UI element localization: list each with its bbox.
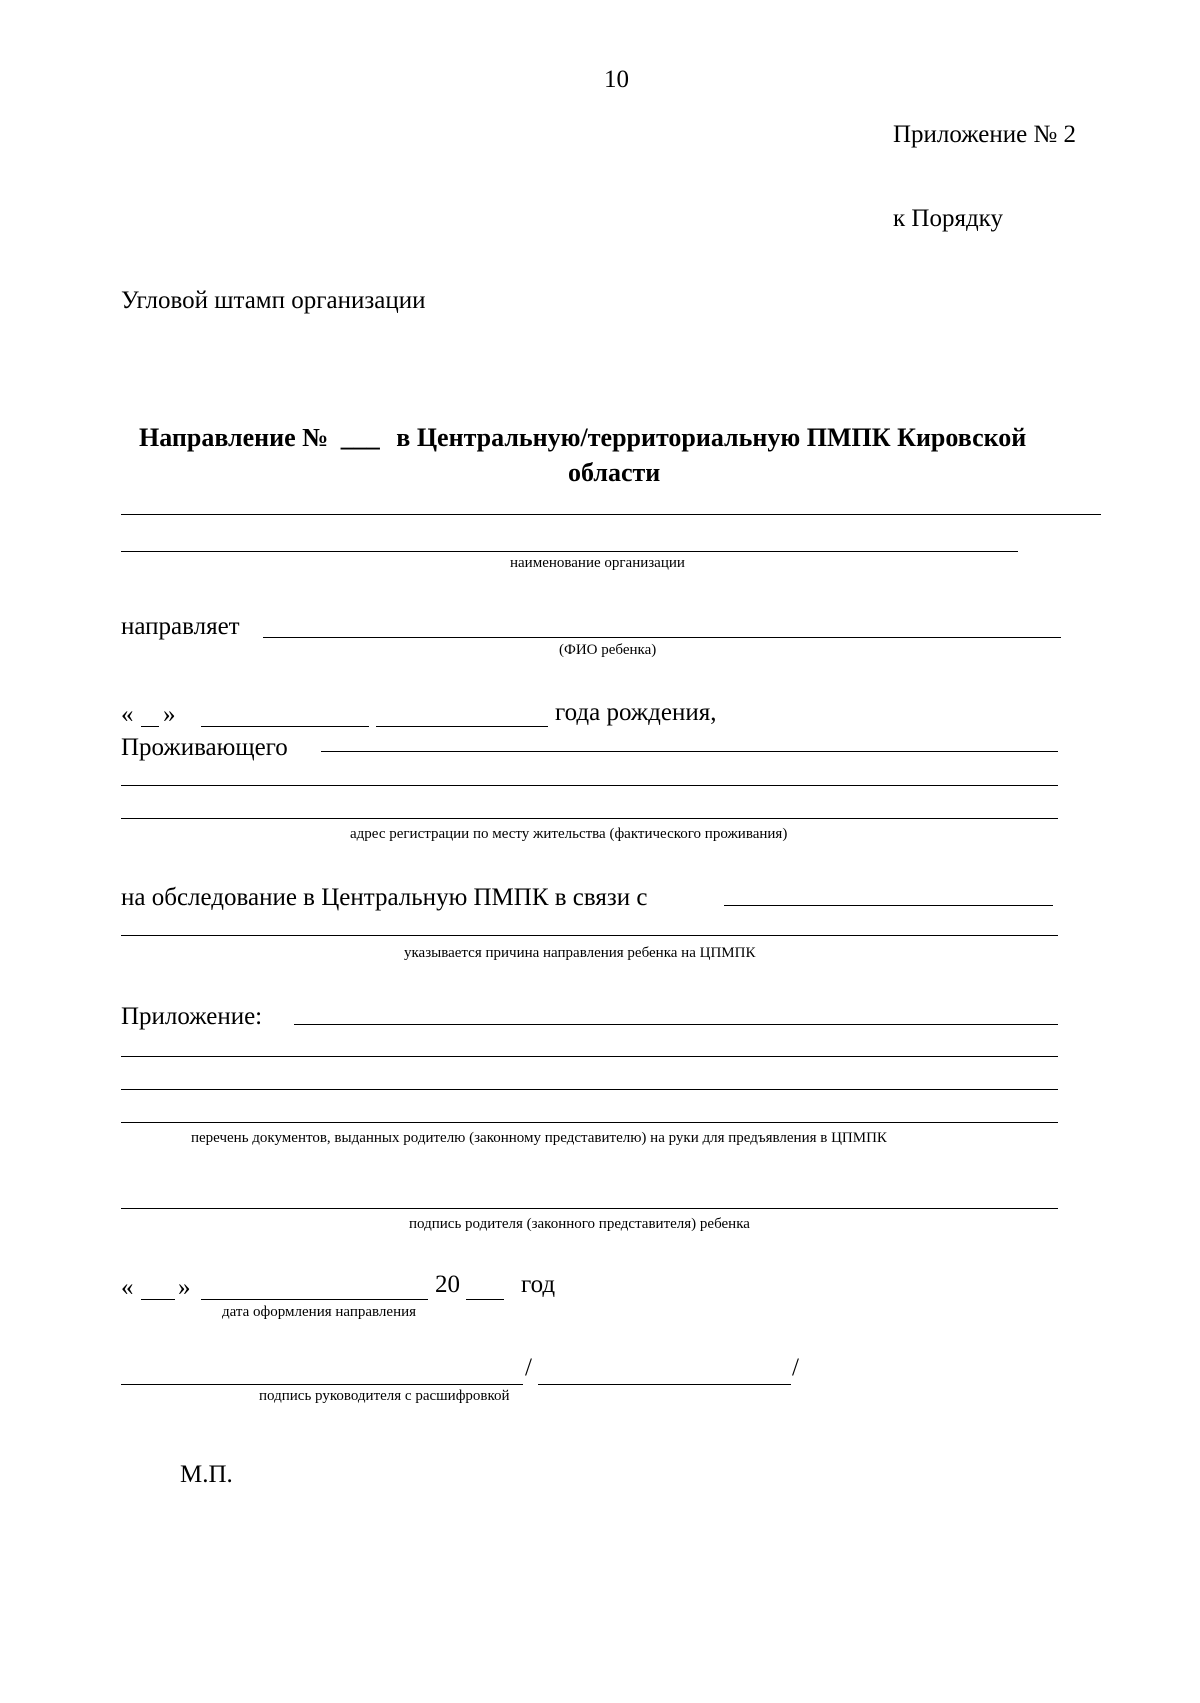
head-name-line[interactable] [538,1384,791,1385]
exam-label: на обследование в Центральную ПМПК в связи с [121,884,648,911]
attachment-label: Приложение: [121,1003,263,1030]
signature-slash-1: / [525,1354,532,1381]
reason-caption: указывается причина направления ребенка на ЦПМПК [404,945,756,961]
document-title-line2: области [568,458,661,487]
child-name-caption: (ФИО ребенка) [559,642,657,658]
date-quote-open: « [121,1274,134,1301]
document-title-line1 [139,423,1026,453]
org-name-line-2[interactable] [121,551,1018,552]
appendix-order: к Порядку [893,205,1003,232]
org-name-caption: наименование организации [510,555,685,571]
address-caption: адрес регистрации по месту жительства (фактического проживания) [350,826,788,842]
child-name-line[interactable] [263,637,1061,638]
year-prefix: 20 [435,1271,460,1298]
address-line-1[interactable] [321,751,1058,752]
documents-caption: перечень документов, выданных родителю (законному представителю) на руки для предъявления в ЦПМПК [191,1130,887,1146]
documents-line-3[interactable] [121,1089,1058,1090]
title-number-blank[interactable]: ___ [340,423,380,452]
reason-line-2[interactable] [121,935,1058,936]
year-word: год [521,1271,556,1298]
birth-year-label: года рождения, [555,699,717,726]
title-direction: Направление № [139,423,329,452]
birth-quote-close: » [163,701,176,728]
appendix-number: Приложение № 2 [893,121,1077,148]
birth-quote-open: « [121,701,134,728]
address-line-2[interactable] [121,785,1058,786]
birth-day-blank[interactable] [141,726,159,727]
date-quote-close: » [178,1274,191,1301]
birth-year-line[interactable] [376,726,548,727]
stamp-label: Угловой штамп организации [121,287,426,314]
date-month-line[interactable] [201,1299,428,1300]
parent-signature-line[interactable] [121,1208,1058,1209]
sends-label: направляет [121,613,240,640]
birth-month-line[interactable] [201,726,369,727]
signature-slash-2: / [792,1354,799,1381]
reason-line-1[interactable] [724,905,1053,906]
seal-label: М.П. [180,1461,233,1488]
residing-label: Проживающего [121,734,288,761]
title-recipient: в Центральную/территориальную ПМПК Кировской [396,423,1027,452]
head-signature-line[interactable] [121,1384,523,1385]
documents-line-4[interactable] [121,1122,1058,1123]
page-number: 10 [604,66,629,93]
head-signature-caption: подпись руководителя с расшифровкой [259,1388,510,1404]
documents-line-2[interactable] [121,1056,1058,1057]
org-name-line-1[interactable] [121,514,1101,515]
parent-signature-caption: подпись родителя (законного представителя) ребенка [409,1216,750,1232]
address-line-3[interactable] [121,818,1058,819]
documents-line-1[interactable] [294,1024,1058,1025]
date-day-blank[interactable] [141,1299,175,1300]
issue-date-caption: дата оформления направления [222,1304,417,1320]
date-year-blank[interactable] [466,1299,504,1300]
